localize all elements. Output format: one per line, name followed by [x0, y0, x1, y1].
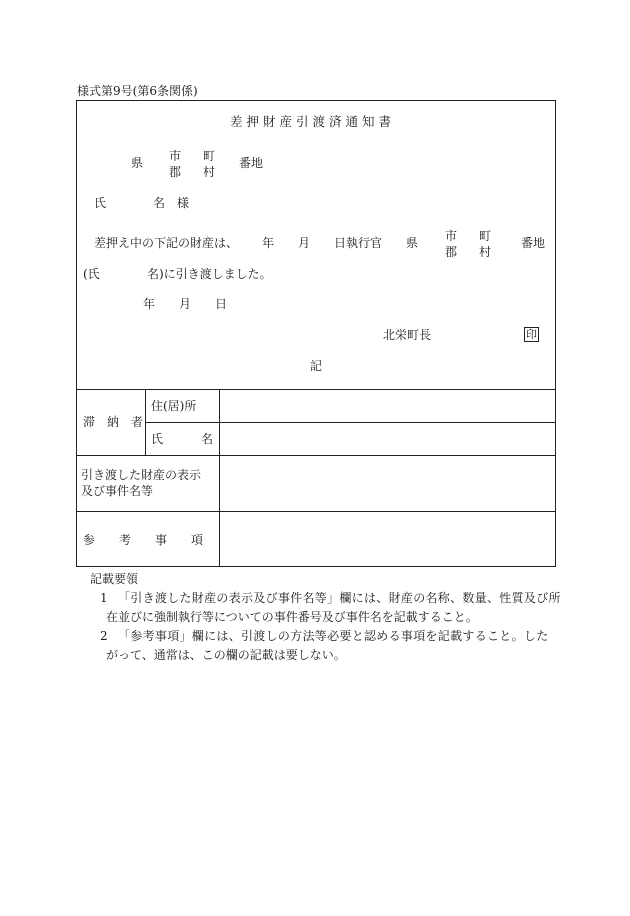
address-prefecture: 県 [131, 156, 144, 170]
address-banchi: 番地 [239, 156, 264, 170]
ki-heading: 記 [310, 359, 323, 373]
delinquent-label: 滞 納 者 [83, 415, 144, 429]
address-village: 村 [203, 165, 216, 179]
addressee-shi: 氏 [94, 196, 107, 210]
body-prefecture: 県 [406, 236, 419, 250]
note2-line2: がって、通常は、この欄の記載は要しない。 [106, 648, 346, 662]
body-year: 年 [262, 236, 275, 250]
body-line2-open: (氏 [83, 267, 100, 281]
body-village: 村 [479, 245, 492, 259]
property-label-line2: 及び事件名等 [81, 484, 154, 498]
notes-heading: 記載要領 [90, 572, 139, 586]
body-line1-prefix: 差押え中の下記の財産は、 [94, 236, 239, 250]
address-county: 郡 [169, 165, 182, 179]
note1-number: 1 [100, 591, 108, 605]
body-town: 町 [479, 229, 492, 243]
addressee-sama: 様 [177, 196, 190, 210]
address-town: 町 [203, 149, 216, 163]
name-label-shi: 氏 [151, 432, 164, 446]
addressee-mei: 名 [153, 196, 166, 210]
table-rule-top [76, 389, 556, 390]
property-label-line1: 引き渡した財産の表示 [81, 468, 202, 482]
address-city: 市 [169, 149, 182, 163]
seal-mark: 印 [526, 328, 537, 341]
date-month: 月 [179, 297, 192, 311]
body-line2-rest: 名)に引き渡しました。 [147, 267, 272, 281]
note2-line1: 「参考事項」欄には、引渡しの方法等必要と認める事項を記載すること。した [118, 629, 549, 643]
note1-line2: 在並びに強制執行等についての事件番号及び事件名を記載すること。 [106, 610, 478, 624]
table-divider-labels [219, 389, 220, 567]
body-month: 月 [298, 236, 311, 250]
note2-number: 2 [100, 629, 108, 643]
body-day-officer: 日執行官 [334, 236, 383, 250]
date-day: 日 [215, 297, 228, 311]
note1-line1: 「引き渡した財産の表示及び事件名等」欄には、財産の名称、数量、性質及び所 [118, 591, 561, 605]
document-title: 差押財産引渡済通知書 [230, 114, 396, 129]
form-number: 様式第9号(第6条関係) [77, 84, 198, 98]
issuer-name: 北栄町長 [383, 328, 432, 342]
address-label: 住(居)所 [151, 399, 197, 413]
table-rule-address [145, 422, 556, 423]
date-year: 年 [143, 297, 156, 311]
body-banchi: 番地 [521, 236, 546, 250]
table-divider-delinquent [145, 389, 146, 455]
name-label-mei: 名 [201, 432, 214, 446]
table-rule-name [76, 455, 556, 456]
table-rule-property [76, 511, 556, 512]
reference-label: 参 考 事 項 [83, 533, 204, 547]
body-city: 市 [445, 229, 458, 243]
body-county: 郡 [445, 245, 458, 259]
